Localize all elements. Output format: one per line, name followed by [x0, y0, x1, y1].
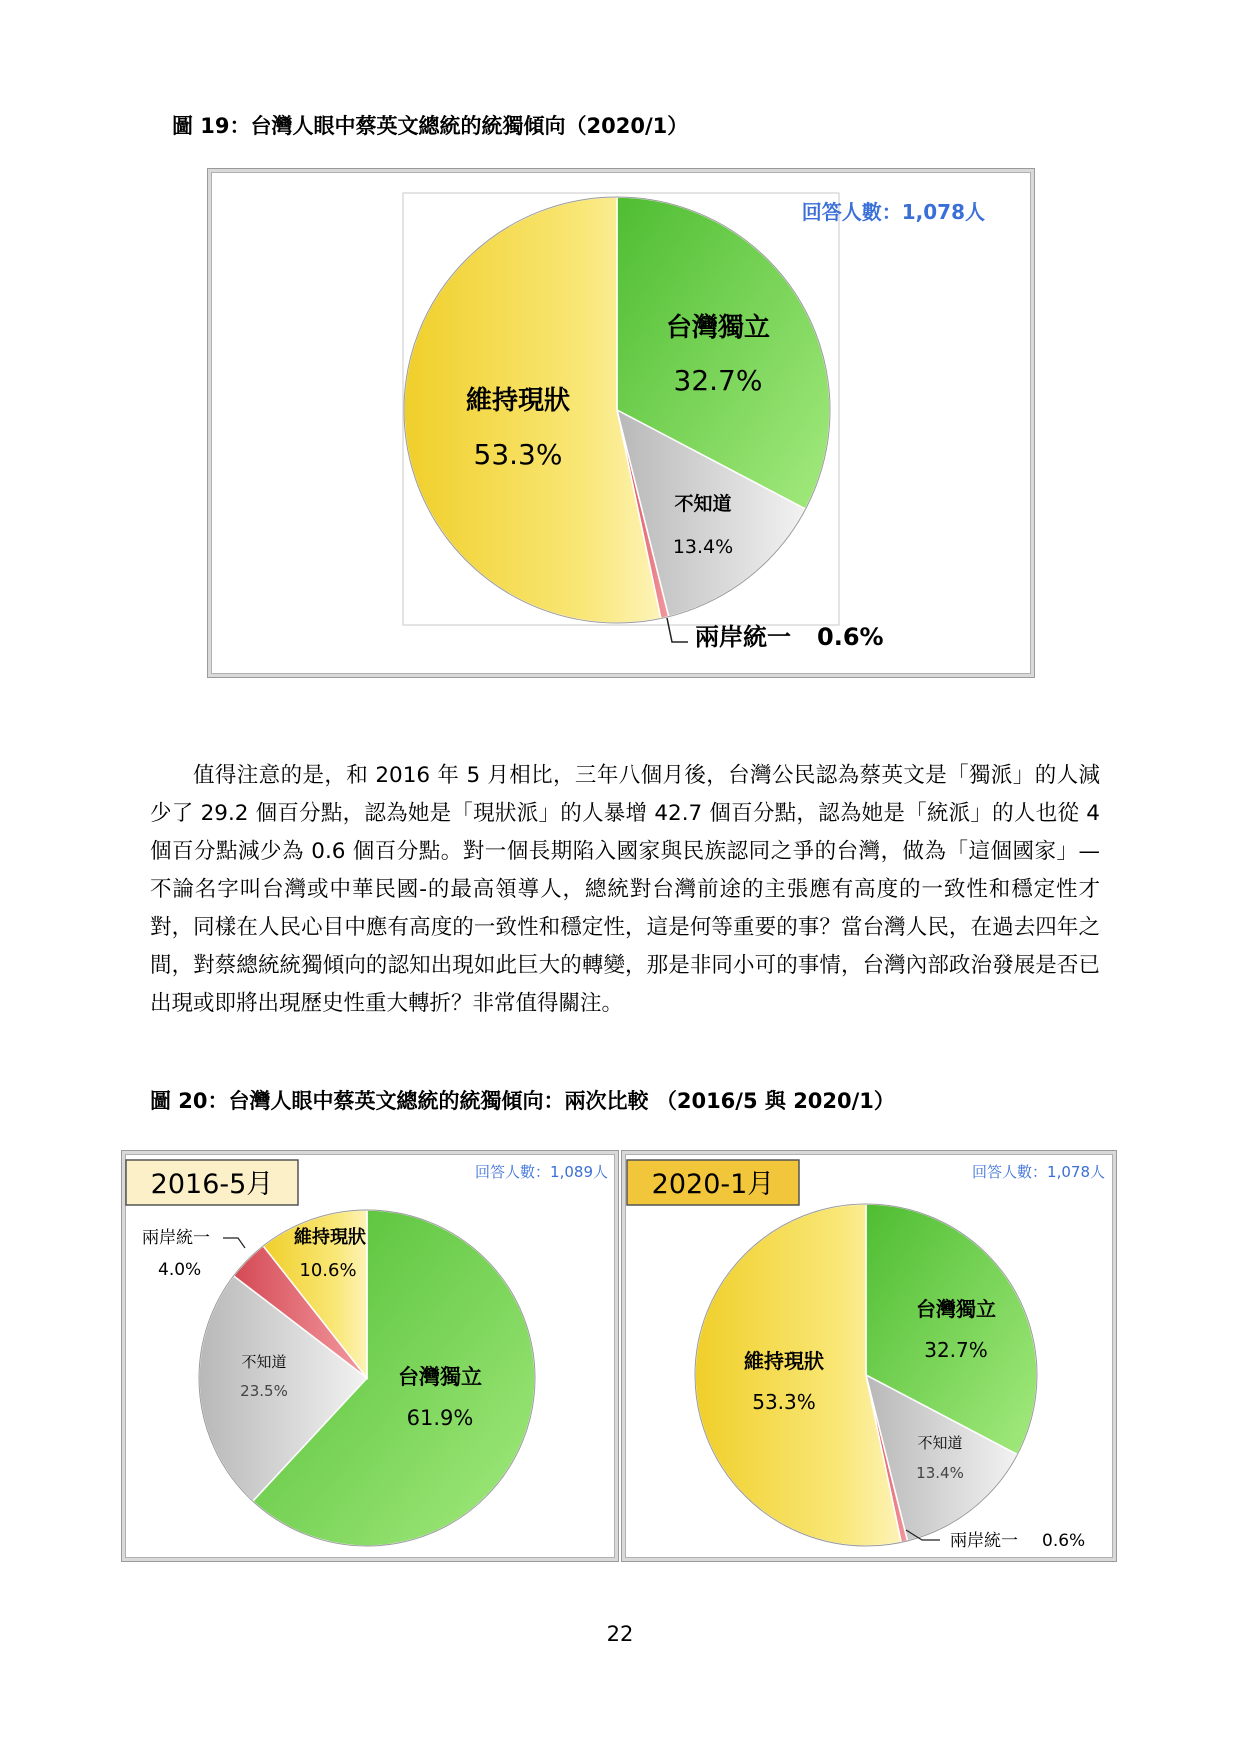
chart-2020-label-status-quo: 維持現狀 — [744, 1349, 824, 1373]
chart-19-label-unification: 兩岸統一 — [695, 623, 791, 651]
chart-2020-respondents: 回答人數：1,078人 — [972, 1163, 1105, 1181]
chart-2016-value-status-quo: 10.6% — [299, 1260, 357, 1281]
chart-2016-respondents: 回答人數：1,089人 — [475, 1163, 608, 1181]
chart-2020-label-unknown: 不知道 — [917, 1434, 963, 1452]
chart-2020-title: 2020-1月 — [651, 1169, 775, 1200]
chart-2016-value-unification: 4.0% — [158, 1260, 202, 1280]
figure-19-caption: 圖 19：台灣人眼中蔡英文總統的統獨傾向（2020/1） — [172, 114, 689, 138]
chart-2016-label-unification: 兩岸統一 — [142, 1228, 210, 1248]
chart-2020-label-unification: 兩岸統一 — [950, 1531, 1018, 1551]
chart-2016-label-unknown: 不知道 — [241, 1353, 287, 1371]
chart-2016-label-independence: 台灣獨立 — [398, 1365, 482, 1389]
chart-19-value-status-quo: 53.3% — [473, 438, 563, 471]
chart-2020-value-status-quo: 53.3% — [752, 1390, 816, 1414]
figure-20-caption: 圖 20：台灣人眼中蔡英文總統的統獨傾向：兩次比較 （2016/5 與 2020/1） — [150, 1089, 895, 1113]
chart-19-label-independence: 台灣獨立 — [665, 313, 771, 343]
chart-2016-title: 2016-5月 — [150, 1169, 274, 1200]
chart-19-unification-leader — [667, 618, 688, 642]
chart-19-respondents: 回答人數：1,078人 — [801, 200, 985, 224]
chart-2020-value-unification: 0.6% — [1042, 1531, 1086, 1551]
chart-2016-value-unknown: 23.5% — [240, 1382, 288, 1400]
chart-19-value-independence: 32.7% — [673, 364, 763, 397]
chart-2020-label-independence: 台灣獨立 — [916, 1297, 996, 1321]
chart-2016-unification-leader — [223, 1238, 245, 1248]
chart-19-value-unification: 0.6% — [817, 623, 884, 651]
chart-2016-value-independence: 61.9% — [406, 1406, 474, 1430]
chart-2020-value-independence: 32.7% — [924, 1338, 988, 1362]
chart-19-value-unknown: 13.4% — [672, 536, 734, 558]
chart-2020-value-unknown: 13.4% — [916, 1464, 964, 1482]
page-number: 22 — [606, 1622, 634, 1646]
body-paragraph: 值得注意的是，和 2016 年 5 月相比，三年八個月後，台灣公民認為蔡英文是「獨派」的人減少了 29.2 個百分點，認為她是「現狀派」的人暴增 42.7 個百分點，認為她是「統派」的人也從 4 個百分點減少為 0.6 個百分點。對一個長期陷入國家與民族認同之爭的台灣，做為「這個國家」—不論名字叫台灣或中華民國-的最高領導人，總統對台灣前途的主張應有高度的一致性和穩定性才對，同樣在人民心目中應有高度的一致性和穩定性，這是何等重要的事？當台灣人民，在過去四年之間，對蔡總統統獨傾向的認知出現如此巨大的轉變，那是非同小可的事情，台灣內部政治發展是否已出現或即將出現歷史性重大轉折？非常值得關注。 — [150, 763, 1100, 1016]
chart-19-label-status-quo: 維持現狀 — [465, 386, 571, 416]
chart-2016-label-status-quo: 維持現狀 — [294, 1227, 366, 1248]
chart-19-label-unknown: 不知道 — [674, 493, 732, 515]
